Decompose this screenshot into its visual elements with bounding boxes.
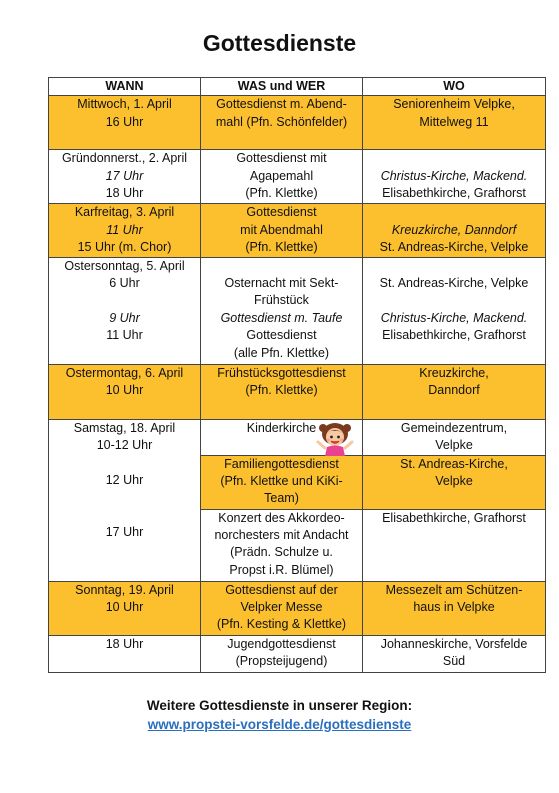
schedule-table [48, 77, 546, 673]
cell-where: St. Andreas-Kirche, Velpke Christus-Kirche, Mackend. Elisabethkirche, Grafhorst [363, 257, 546, 364]
cell-where: Christus-Kirche, Mackend. Elisabethkirche, Grafhorst [363, 150, 546, 204]
footer-text: Weitere Gottesdienste in unserer Region: [146, 698, 413, 713]
cell-when: 18 Uhr [49, 635, 201, 672]
cell-when: Samstag, 18. April 10-12 Uhr 12 Uhr 17 Uhr [49, 419, 201, 581]
cell-where: Seniorenheim Velpke, Mittelweg 11 [363, 96, 546, 150]
footer-link[interactable]: www.propstei-vorsfelde.de/gottesdienste [147, 717, 412, 732]
cell-where: Gemeindezentrum, Velpke [363, 419, 546, 455]
cell-when: Karfreitag, 3. April 11 Uhr 15 Uhr (m. Chor) [49, 204, 201, 257]
page-title: Gottesdienste [202, 30, 357, 56]
header-when: WANN [49, 78, 201, 96]
cell-what: Familiengottesdienst (Pfn. Klettke und KiKi- Team) [201, 455, 363, 509]
cell-when: Gründonnerst., 2. April 17 Uhr 18 Uhr [49, 150, 201, 204]
table-row [49, 204, 546, 257]
cell-what: Konzert des Akkordeo- norchesters mit Andacht (Prädn. Schulze u. Propst i.R. Blümel) [201, 509, 363, 581]
cell-what: Gottesdienst m. Abend- mahl (Pfn. Schönfelder) [201, 96, 363, 150]
cell-what: Osternacht mit Sekt- Frühstück Gottesdienst m. Taufe Gottesdienst (alle Pfn. Klettke) [201, 257, 363, 364]
table-row [49, 635, 546, 672]
cell-where: Messezelt am Schützen- haus in Velpke [363, 581, 546, 635]
cell-where: Kreuzkirche, Danndorf St. Andreas-Kirche, Velpke [363, 204, 546, 257]
header-where: WO [363, 78, 546, 96]
cell-when: Mittwoch, 1. April 16 Uhr [49, 96, 201, 150]
table-row [49, 419, 546, 455]
table-row [49, 150, 546, 204]
header-what: WAS und WER [201, 78, 363, 96]
cell-what: Gottesdienst auf der Velpker Messe (Pfn. Kesting & Klettke) [201, 581, 363, 635]
cell-what: Kinderkirche [201, 419, 363, 455]
cell-where: St. Andreas-Kirche, Velpke [363, 455, 546, 509]
cell-what: Jugendgottesdienst (Propsteijugend) [201, 635, 363, 672]
table-row [49, 581, 546, 635]
table-header-row [49, 78, 546, 96]
child-illustration-icon [315, 420, 355, 458]
cell-what: Frühstücksgottesdienst (Pfn. Klettke) [201, 364, 363, 419]
cell-where: Johanneskirche, Vorsfelde Süd [363, 635, 546, 672]
cell-when: Sonntag, 19. April 10 Uhr [49, 581, 201, 635]
cell-when: Ostermontag, 6. April 10 Uhr [49, 364, 201, 419]
table-row [49, 96, 546, 150]
cell-where: Elisabethkirche, Grafhorst [363, 509, 546, 581]
table-row [49, 364, 546, 419]
cell-where: Kreuzkirche, Danndorf [363, 364, 546, 419]
cell-when: Ostersonntag, 5. April 6 Uhr 9 Uhr 11 Uhr [49, 257, 201, 364]
cell-what: Gottesdienst mit Abendmahl (Pfn. Klettke) [201, 204, 363, 257]
table-row [49, 257, 546, 364]
cell-what: Gottesdienst mit Agapemahl (Pfn. Klettke) [201, 150, 363, 204]
